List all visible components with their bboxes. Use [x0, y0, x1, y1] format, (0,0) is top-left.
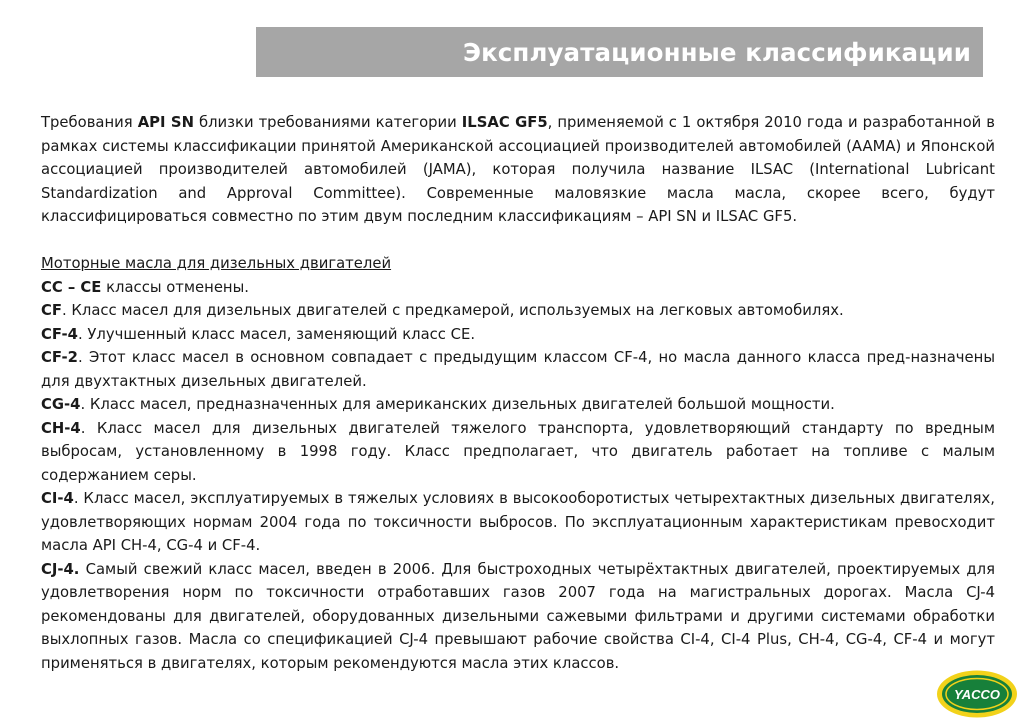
class-item-cj-4: [41, 558, 995, 676]
class-description: . Этот класс масел в основном совпадает с предыдущим классом CF-4, но масла данного класса пред-назначены для двухтактных дизельных двигателей.: [41, 349, 995, 390]
intro-text-1: Требования: [41, 114, 138, 131]
class-code: CF-4: [41, 325, 78, 343]
class-item-cg-4: [41, 393, 995, 417]
paragraph-gap: [41, 229, 995, 253]
class-code: CF: [41, 302, 62, 319]
intro-bold-ilsac: ILSAC GF5: [461, 114, 548, 131]
class-item-cf-4: [41, 323, 995, 347]
class-code: CI-4: [41, 490, 74, 507]
class-description: . Класс масел для дизельных двигателей с предкамерой, используемых на легковых автомобилях.: [61, 302, 844, 319]
class-item-ci-4: [41, 487, 995, 558]
class-code: CH-4: [41, 419, 81, 437]
class-description: . Класс масел для дизельных двигателей тяжелого транспорта, удовлетворяющий стандарту по вредным выбросам, установленному в 1998 году. Класс предполагает, что двигатель работает на топливе с малым содержанием серы.: [41, 419, 995, 484]
class-code: CC – CE: [41, 278, 102, 296]
section-heading: Моторные масла для дизельных двигателей: [41, 255, 392, 272]
class-description: . Улучшенный класс масел, заменяющий класс CE.: [77, 325, 476, 343]
class-code: CF-2: [41, 349, 78, 366]
intro-paragraph: [41, 111, 995, 229]
class-code: CJ-4.: [41, 560, 80, 578]
class-description: Самый свежий класс масел, введен в 2006. Для быстроходных четырёхтактных двигателей, проектируемых для удовлетворения норм по токсичности отработавших газов 2007 года на магистральных дорогах. Масла CJ-4 рекомендованы для двигателей, оборудованных дизельными сажевыми фильтрами и другими системами обработки выхлопных газов. Масла со спецификацией CJ-4 превышают рабочие свойства CI-4, CI-4 Plus, CH-4, CG-4, CF-4 и могут применяться в двигателях, которым рекомендуются масла этих классов.: [41, 560, 995, 672]
class-item-ch-4: [41, 417, 995, 488]
class-description: . Класс масел, предназначенных для американских дизельных двигателей большой мощности.: [80, 396, 835, 413]
intro-bold-api-sn: API SN: [137, 114, 194, 131]
page-title: Эксплуатационные классификации: [462, 37, 971, 67]
document-body: [41, 111, 995, 675]
class-item-cf: [41, 299, 995, 323]
class-code: CG-4: [41, 396, 81, 413]
class-item-cc-ce: [41, 276, 995, 300]
class-description: классы отменены.: [101, 278, 249, 296]
class-description: . Класс масел, эксплуатируемых в тяжелых условиях в высокооборотистых четырехтактных дизельных двигателях, удовлетворяющих нормам 2004 года по токсичности выбросов. По эксплуатационным характеристикам превосходит масла API CH-4, CG-4 и CF-4.: [41, 490, 995, 554]
class-item-cf-2: [41, 346, 995, 393]
title-bar: [256, 27, 983, 77]
yacco-logo-graphic: [936, 669, 1018, 719]
yacco-logo: [936, 669, 1018, 719]
logo-text: YACCO: [954, 687, 1000, 702]
intro-text-2: близки требованиями категории: [193, 114, 462, 131]
intro-text-3: , применяемой с 1 октября 2010 года и разработанной в рамках системы классификации принятой Американской ассоциацией производителей автомобилей (AAMA) и Японской ассоциацией производителей автомобилей (JAMA), которая получила название ILSAC (International Lubricant Standardization and Approval Committee). Современные маловязкие масла масла, скорее всего, будут классифицироваться совместно по этим двум последним классификациям – API SN и ILSAC GF5.: [41, 114, 995, 225]
